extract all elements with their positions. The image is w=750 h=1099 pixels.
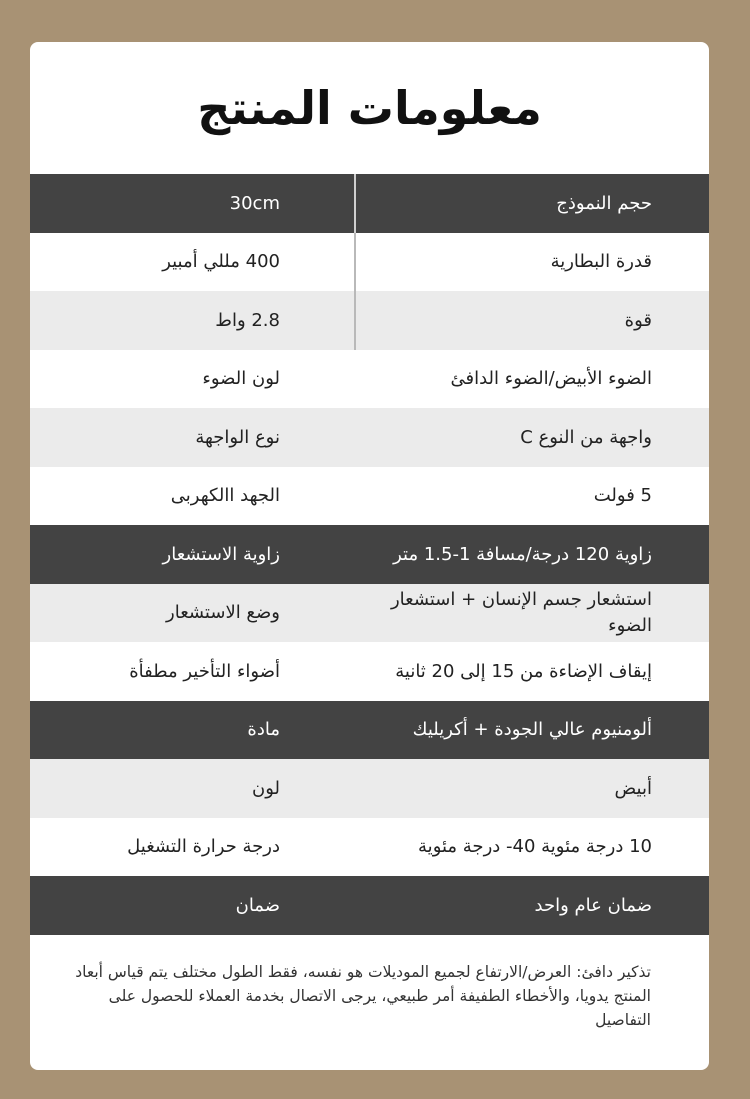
- spec-value: أضواء التأخير مطفأة: [129, 660, 280, 682]
- spec-label: حجم النموذج: [556, 192, 652, 214]
- spec-value: 400 مللي أمبير: [162, 251, 280, 273]
- column-divider: [354, 174, 356, 233]
- spec-label: الضوء الأبيض/الضوء الدافئ: [450, 368, 652, 390]
- table-row: [30, 525, 709, 584]
- spec-value: وضع الاستشعار: [166, 602, 280, 624]
- table-row: [30, 350, 709, 409]
- table-row: [30, 759, 709, 818]
- table-row: [30, 467, 709, 526]
- spec-label: واجهة من النوع C: [520, 426, 652, 448]
- spec-value: زاوية الاستشعار: [162, 543, 280, 565]
- spec-label: [355, 584, 709, 643]
- spec-label: إيقاف الإضاءة من 15 إلى 20 ثانية: [395, 660, 652, 682]
- spec-label-text: استشعار جسم الإنسان + استشعار الضوء: [390, 588, 652, 636]
- warm-reminder-note: تذكير دافئ: العرض/الارتفاع لجميع الموديلات هو نفسه، فقط الطول مختلف يتم قياس أبعاد المنتج يدويا، والأخطاء الطفيفة أمر طبيعي، يرجى الاتصال بخدمة العملاء للحصول على التفاصيل: [75, 963, 651, 1029]
- column-divider: [354, 291, 356, 350]
- spec-value: نوع الواجهة: [195, 426, 280, 448]
- spec-label: قوة: [624, 309, 652, 331]
- page-title: معلومات المنتج: [197, 81, 542, 135]
- table-row: [30, 818, 709, 877]
- table-row: [30, 584, 709, 643]
- spec-value: ضمان: [235, 894, 280, 916]
- spec-value: 2.8 واط: [215, 309, 280, 331]
- table-row: [30, 233, 709, 292]
- spec-table: [30, 174, 709, 935]
- spec-value: مادة: [247, 719, 280, 741]
- spec-label: 10 درجة مئوية 40- درجة مئوية: [418, 836, 652, 858]
- spec-value: الجهد االكهربى: [170, 485, 280, 507]
- spec-label: أبيض: [614, 777, 652, 799]
- table-row: [30, 174, 709, 233]
- spec-value: لون الضوء: [202, 368, 280, 390]
- spec-label: 5 فولت: [593, 485, 652, 507]
- table-row: [30, 876, 709, 935]
- spec-label: زاوية 120 درجة/مسافة 1-1.5 متر: [393, 543, 652, 565]
- table-row: [30, 291, 709, 350]
- spec-label: قدرة البطارية: [550, 251, 652, 273]
- table-row: [30, 408, 709, 467]
- spec-value: 30cm: [229, 192, 280, 214]
- table-row: [30, 701, 709, 760]
- table-row: [30, 642, 709, 701]
- product-info-card: [30, 42, 709, 1070]
- spec-value: لون: [251, 777, 280, 799]
- spec-label: ضمان عام واحد: [534, 894, 652, 916]
- spec-value: درجة حرارة التشغيل: [127, 836, 280, 858]
- spec-label: ألومنيوم عالي الجودة + أكريليك: [412, 719, 652, 741]
- column-divider: [354, 233, 356, 292]
